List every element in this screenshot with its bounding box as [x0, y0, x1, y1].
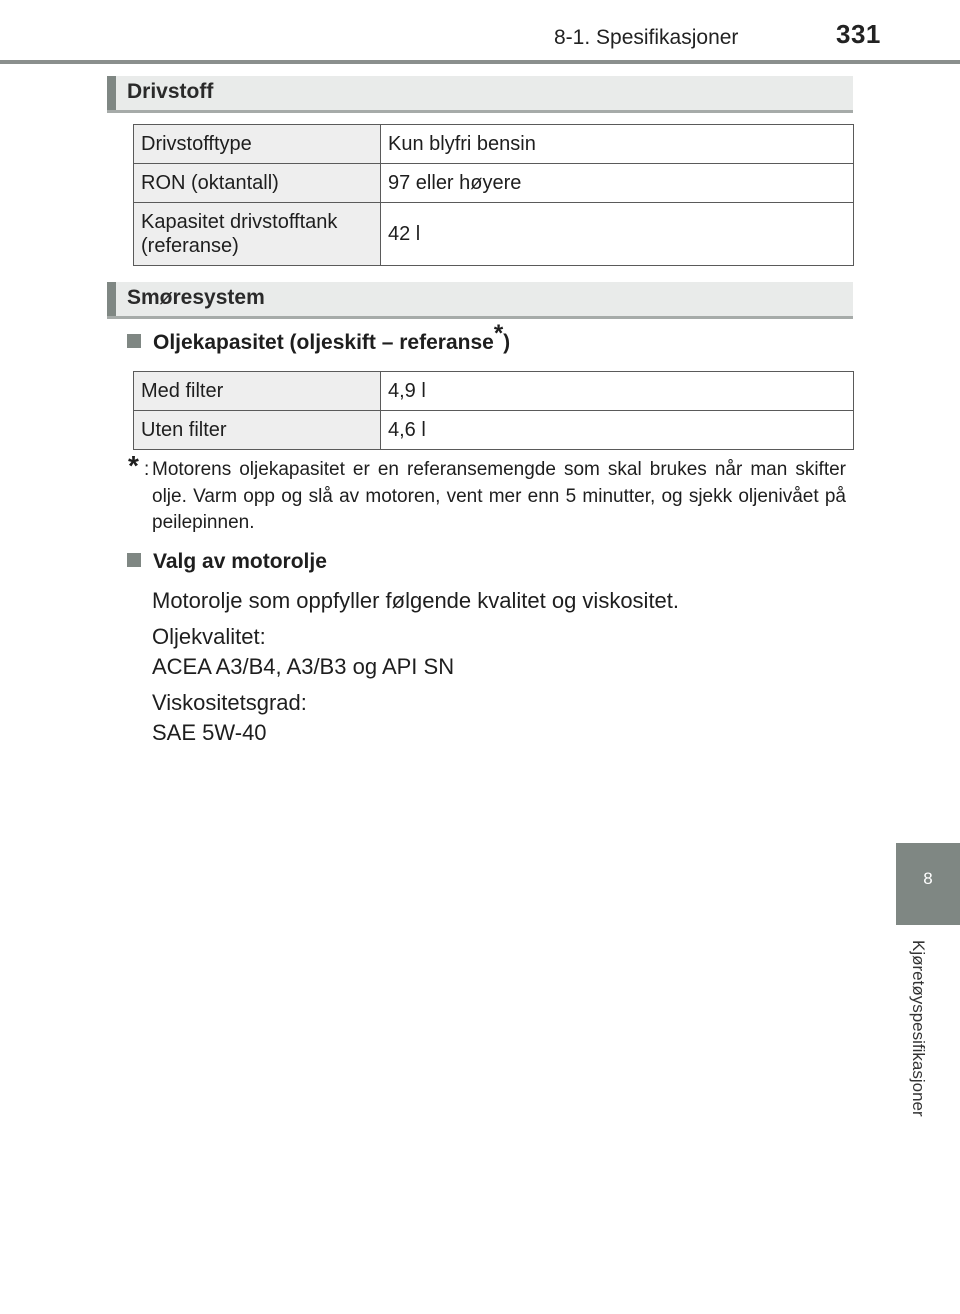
table-row: [134, 372, 854, 411]
chapter-number: 8: [923, 869, 933, 888]
fuel-spec-table: [133, 124, 854, 266]
table-row: [134, 164, 854, 203]
lubrication-section-header: [107, 282, 853, 319]
section-header-bar: [107, 282, 116, 316]
engine-oil-heading-text: Valg av motorolje: [153, 550, 327, 573]
footnote-star: *: [128, 450, 139, 481]
footnote: [128, 450, 846, 537]
table-cell-label: Uten filter: [134, 411, 381, 450]
chapter-tab: [896, 843, 960, 925]
table-row: [134, 125, 854, 164]
table-cell-value: 97 eller høyere: [381, 164, 854, 203]
oil-capacity-heading-text: Oljekapasitet (oljeskift – referanse: [153, 331, 494, 354]
footnote-colon: :: [144, 459, 150, 480]
table-cell-value: 4,9 l: [381, 372, 854, 411]
viscosity-value: SAE 5W-40: [152, 720, 267, 745]
footnote-text: Motorens oljekapasitet er en referansemengde som skal brukes når man skifter olje. Varm opp og slå av motoren, vent mer enn 5 minutter, og sjekk oljenivået på peilepinnen.: [152, 459, 846, 533]
oil-capacity-table: [133, 371, 854, 450]
square-bullet-icon: [127, 553, 141, 567]
table-cell-label: Drivstofftype: [134, 125, 381, 164]
fuel-section-header: [107, 76, 853, 113]
oil-capacity-heading: [127, 320, 511, 356]
square-bullet-icon: [127, 334, 141, 348]
heading-close-paren: ): [503, 331, 511, 354]
section-title: 8-1. Spesifikasjoner: [554, 26, 739, 49]
oil-quality-value: ACEA A3/B4, A3/B3 og API SN: [152, 654, 455, 679]
header-divider: [0, 60, 960, 64]
table-cell-value: 4,6 l: [381, 411, 854, 450]
engine-oil-heading: [127, 550, 327, 574]
table-cell-value: 42 l: [381, 203, 854, 266]
oil-quality-label: Oljekvalitet:: [152, 624, 266, 649]
page-number: 331: [836, 19, 881, 49]
table-row: [134, 203, 854, 266]
table-cell-label: Med filter: [134, 372, 381, 411]
viscosity-label: Viskositetsgrad:: [152, 690, 307, 715]
footnote-marker: *: [493, 320, 504, 347]
table-cell-label: RON (oktantall): [134, 164, 381, 203]
section-header-bar: [107, 76, 116, 110]
table-cell-label: Kapasitet drivstofftank (referanse): [134, 203, 381, 266]
lubrication-section-title: Smøresystem: [127, 286, 265, 309]
chapter-title: Kjøretøyspesifikasjoner: [909, 940, 928, 1117]
engine-oil-intro: Motorolje som oppfyller følgende kvalitet og viskositet.: [152, 588, 680, 613]
table-cell-value: Kun blyfri bensin: [381, 125, 854, 164]
table-row: [134, 411, 854, 450]
fuel-section-title: Drivstoff: [127, 80, 214, 103]
